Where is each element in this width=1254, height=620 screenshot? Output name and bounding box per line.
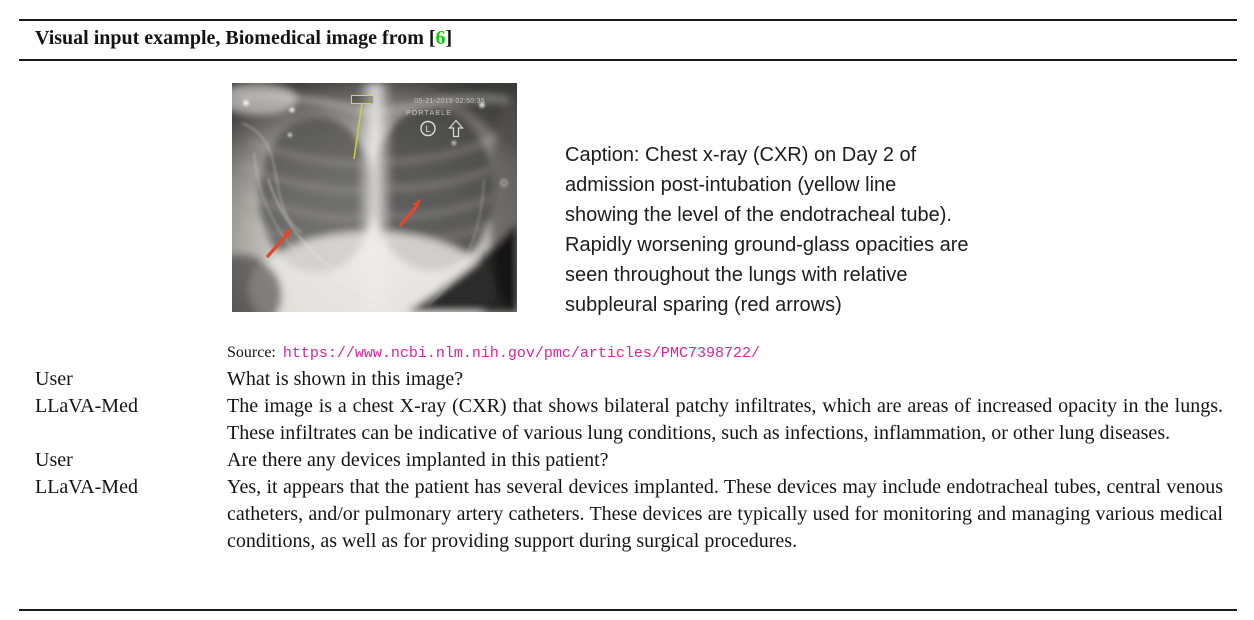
bottom-rule — [19, 609, 1237, 611]
dialogue-row — [35, 447, 1223, 474]
chest-xray-image — [232, 83, 517, 312]
caption-line: Caption: Chest x-ray (CXR) on Day 2 of — [565, 144, 917, 166]
user-question: What is shown in this image? — [227, 368, 464, 390]
caption-line: showing the level of the endotracheal tube). — [565, 204, 952, 226]
ett-measurement-box — [352, 96, 374, 104]
source-line — [227, 344, 760, 362]
citation-link[interactable]: 6 — [435, 27, 446, 49]
caption-line: subpleural sparing (red arrows) — [565, 294, 842, 316]
figure-title-bracket: ] — [445, 27, 453, 49]
xray-portable-label: PORTABLE — [405, 110, 453, 117]
dialogue-row — [35, 366, 1223, 393]
left-marker-letter: L — [425, 123, 431, 134]
llava-med-answer: The image is a chest X-ray (CXR) that shows bilateral patchy infiltrates, which are areas of increased opacity in the lungs. These infiltrates can be indicative of various lung conditions, such as infections, inflammation, or other lung diseases. — [227, 395, 1223, 444]
electrode-dot — [290, 108, 295, 113]
caption-line: Rapidly worsening ground-glass opacities are — [565, 234, 969, 256]
header-rule — [19, 59, 1237, 61]
user-question: Are there any devices implanted in this patient? — [227, 449, 609, 471]
caption-line: admission post-intubation (yellow line — [565, 174, 897, 196]
top-rule — [19, 19, 1237, 21]
speaker-label-llava-med: LLaVA-Med — [35, 395, 138, 417]
dialogue-row — [35, 393, 1223, 447]
electrode-dot — [288, 133, 292, 137]
source-url-link[interactable]: https://www.ncbi.nlm.nih.gov/pmc/articles/PMC7398722/ — [282, 345, 760, 362]
speaker-label-llava-med: LLaVA-Med — [35, 476, 138, 498]
caption-line: seen throughout the lungs with relative — [565, 264, 908, 286]
electrode-dot — [452, 141, 456, 145]
llava-med-answer: Yes, it appears that the patient has several devices implanted. These devices may include endotracheal tubes, central venous catheters, and/or pulmonary artery catheters. These devices are typically used for monitoring and managing various medical conditions, as well as for providing support during surgical procedures. — [227, 476, 1223, 552]
dialogue-transcript — [35, 366, 1223, 555]
figure-caption — [565, 140, 969, 320]
dialogue-row — [35, 474, 1223, 555]
electrode-dot — [243, 100, 249, 106]
speaker-label-user: User — [35, 368, 73, 390]
figure-title-text: Visual input example, Biomedical image from [ — [35, 27, 436, 49]
source-label: Source: — [227, 344, 276, 361]
xray-timestamp: 05-21-2019 02:50:35 — [414, 98, 485, 105]
xray-svg — [232, 83, 517, 312]
speaker-label-user: User — [35, 449, 73, 471]
figure-title — [35, 27, 452, 50]
